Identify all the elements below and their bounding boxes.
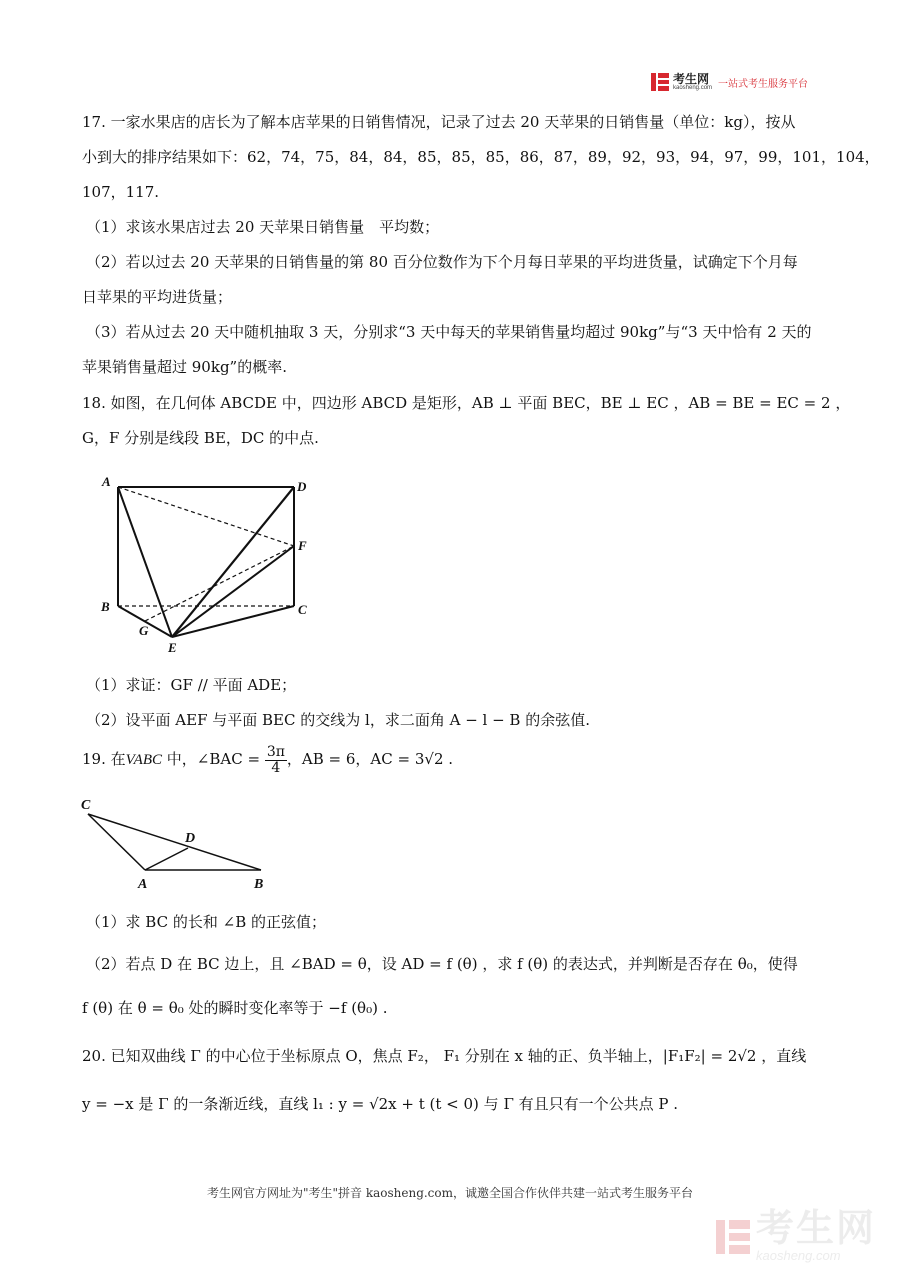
q17-part-3-line-2: 苹果销售量超过 90kg”的概率. — [82, 358, 287, 376]
q20-line-1: 20. 已知双曲线 Γ 的中心位于坐标原点 O，焦点 F₂， F₁ 分别在 x 轴的正、负半轴上，|F₁F₂| = 2√2 ，直线 — [82, 1047, 807, 1065]
q20-line-2: y = −x 是 Γ 的一条渐近线，直线 l₁ : y = √2x + t (t < 0) 与 Γ 有且只有一个公共点 P . — [82, 1095, 679, 1113]
label-f: F — [298, 538, 307, 553]
q18-part-2: （2）设平面 AEF 与平面 BEC 的交线为 l，求二面角 A − l − B 的余弦值. — [86, 711, 590, 729]
logo-text — [673, 73, 712, 91]
q19-part-1: （1）求 BC 的长和 ∠B 的正弦值； — [86, 913, 326, 931]
q19-line-1 — [82, 740, 453, 779]
watermark-domain: kaosheng.com — [756, 1248, 841, 1263]
label-c: C — [298, 602, 307, 617]
edge-fe — [172, 546, 294, 637]
q19-part-2-line-2: f (θ) 在 θ = θ₀ 处的瞬时变化率等于 −f (θ₀) . — [82, 999, 388, 1017]
segment-ad — [145, 848, 188, 870]
header-slogan: 一站式考生服务平台 — [718, 78, 809, 90]
q17-line-1: 17. 一家水果店的店长为了解本店苹果的日销售情况，记录了过去 20 天苹果的日销售量（单位：kg），按从 — [82, 113, 796, 131]
edge-af-hidden — [118, 487, 294, 546]
edge-ae — [118, 487, 172, 637]
q17-part-1: （1）求该水果店过去 20 天苹果日销售量 平均数； — [86, 218, 440, 236]
q19-triangle-figure — [75, 792, 275, 892]
logo-domain: kaosheng.com — [673, 85, 713, 91]
side-cb — [88, 814, 261, 870]
q18-line-1: 18. 如图，在几何体 ABCDE 中，四边形 ABCD 是矩形，AB ⊥ 平面 BEC，BE ⊥ EC ，AB = BE = EC = 2 ， — [82, 394, 851, 412]
label-d: D — [297, 479, 307, 494]
watermark — [716, 1210, 876, 1263]
watermark-logo-icon — [716, 1220, 750, 1254]
logo-name: 考生网 — [673, 72, 710, 86]
edge-ec — [172, 606, 294, 637]
q17-line-3: 107，117. — [82, 183, 160, 201]
label-b: B — [101, 599, 110, 614]
label-g: G — [139, 623, 149, 638]
q19-fraction — [265, 745, 287, 776]
side-ca — [88, 814, 145, 870]
q17-part-2-line-2: 日苹果的平均进货量； — [82, 288, 233, 306]
q18-geometry-figure — [95, 470, 325, 660]
label-d: D — [185, 831, 196, 846]
q17-part-2-line-1: （2）若以过去 20 天苹果的日销售量的第 80 百分位数作为下个月每日苹果的平均进货量，试确定下个月每 — [86, 253, 798, 271]
label-a: A — [102, 474, 111, 489]
q19-angle-text: 中，∠BAC = — [162, 750, 261, 768]
q18-line-2: G，F 分别是线段 BE，DC 的中点. — [82, 429, 319, 447]
q19-part-2-line-1: （2）若点 D 在 BC 边上，且 ∠BAD = θ，设 AD = f (θ) ，求 f (θ) 的表达式，并判断是否存在 θ₀，使得 — [86, 955, 798, 973]
label-e: E — [168, 640, 177, 655]
q19-triangle: VABC — [125, 752, 163, 768]
q19-given: ，AB = 6，AC = 3√2 . — [286, 750, 454, 768]
watermark-text — [756, 1210, 876, 1263]
q17-line-2: 小到大的排序结果如下：62，74，75，84，84，85，85，85，86，87，89，92，93，94，97，99，101，104， — [82, 148, 880, 166]
q18-part-1: （1）求证：GF // 平面 ADE； — [86, 676, 297, 694]
edge-gf-hidden — [145, 546, 294, 621]
header-logo — [651, 73, 808, 91]
q17-part-3-line-1: （3）若从过去 20 天中随机抽取 3 天，分别求“3 天中每天的苹果销售量均超过 90kg”与“3 天中恰有 2 天的 — [86, 323, 812, 341]
q19-prefix: 19. 在 — [82, 750, 126, 768]
footer-text: 考生网官方网址为"考生"拼音 kaosheng.com，诚邀全国合作伙伴共建一站式考生服务平台 — [206, 1186, 694, 1200]
q19-fraction-denominator: 4 — [271, 759, 281, 776]
q19-fraction-numerator: 3π — [266, 743, 285, 760]
label-c: C — [81, 798, 91, 813]
edge-de — [172, 487, 294, 637]
label-b: B — [254, 877, 264, 892]
watermark-name: 考生网 — [756, 1208, 877, 1250]
logo-icon — [651, 73, 669, 91]
label-a: A — [138, 877, 148, 892]
